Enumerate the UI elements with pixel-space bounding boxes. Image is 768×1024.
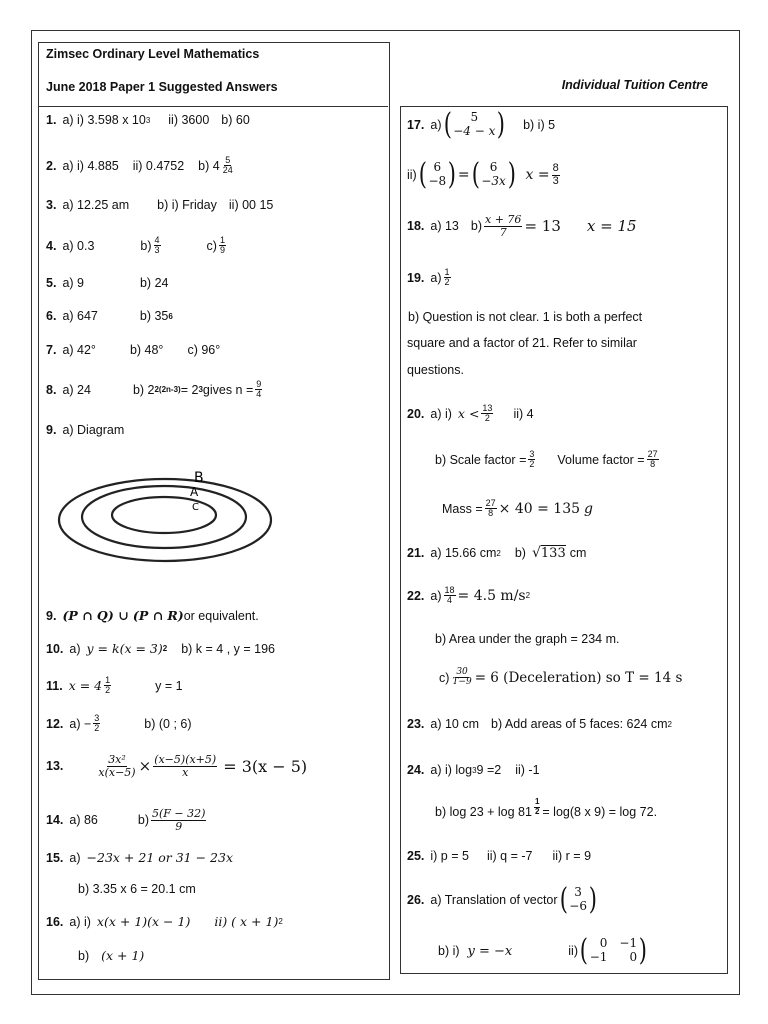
answer-part: 9 =2 bbox=[476, 763, 502, 777]
q-number: 26. bbox=[407, 893, 425, 907]
math-expression: x = bbox=[525, 167, 550, 183]
answer-part: ii) bbox=[568, 944, 578, 958]
document-title: Zimsec Ordinary Level Mathematics bbox=[46, 47, 260, 61]
math-expression: y = k(x = 3) bbox=[86, 641, 163, 656]
answer-part: ii) 4 bbox=[513, 406, 534, 421]
q-number: 11. bbox=[46, 678, 63, 693]
answer-part: b) bbox=[137, 813, 150, 828]
fraction: $\frac{4}{3}$ bbox=[154, 235, 160, 256]
tuition-centre: Individual Tuition Centre bbox=[561, 78, 708, 92]
column-vector: ( 6 −8 ) bbox=[418, 157, 457, 192]
exponent: 2 bbox=[496, 548, 501, 558]
math-expression: (P ∩ Q) ∪ (P ∩ R) bbox=[62, 608, 184, 623]
answer-part: = 2 bbox=[180, 382, 199, 397]
math-expression: = 13 bbox=[524, 217, 561, 236]
answer-part: y = 1 bbox=[155, 678, 183, 693]
times-sign: × bbox=[138, 757, 152, 776]
q-number: 25. bbox=[407, 849, 425, 863]
answer-part: Volume factor = bbox=[557, 452, 645, 467]
answer-part: = log(8 x 9) = log 72. bbox=[542, 805, 658, 819]
answer-part: b) 60 bbox=[221, 113, 250, 127]
answer-part: a) i) log bbox=[430, 763, 473, 777]
ellipse-middle bbox=[82, 486, 246, 548]
q-number: 13. bbox=[46, 759, 64, 774]
answer-part: b) bbox=[140, 238, 152, 253]
answer-part: b) log 23 + log 81 bbox=[435, 805, 532, 819]
q-number: 12. bbox=[46, 716, 64, 731]
q-number: 9. bbox=[46, 608, 57, 623]
document-subtitle: June 2018 Paper 1 Suggested Answers bbox=[46, 80, 278, 94]
fraction: $\frac{30}{T-9}$ bbox=[452, 667, 472, 688]
answer-part: a) i) bbox=[430, 406, 452, 421]
answer-part: b) 4 bbox=[198, 158, 220, 173]
sqrt-sign: √ bbox=[531, 545, 541, 561]
q-number: 24. bbox=[407, 763, 425, 777]
equals-sign: = bbox=[457, 167, 470, 183]
answer-15b bbox=[78, 882, 196, 896]
fraction: $\frac{3}{2}$ bbox=[94, 713, 100, 734]
answer-part: a) bbox=[430, 270, 442, 285]
fraction: $\frac{8}{3}$ bbox=[552, 161, 559, 187]
answer-part: ii) q = -7 bbox=[486, 849, 533, 863]
answer-5 bbox=[46, 276, 168, 290]
answer-part: b) 24 bbox=[139, 276, 169, 290]
math-expression: (x + 1) bbox=[101, 948, 145, 963]
q-number: 19. bbox=[407, 270, 425, 285]
answer-17-ii bbox=[407, 157, 562, 192]
math-expression: = 4.5 m/s bbox=[457, 587, 526, 604]
q-number: 6. bbox=[46, 309, 57, 323]
answer-14 bbox=[46, 808, 208, 832]
answer-16 bbox=[46, 914, 283, 929]
fraction: $\frac{1}{2}$ bbox=[105, 675, 111, 696]
answer-part: a) 13 bbox=[430, 219, 459, 234]
answer-part: b) Add areas of 5 faces: 624 cm bbox=[491, 717, 668, 731]
answer-part: b) 35 bbox=[139, 309, 169, 323]
fraction-exponent: $\frac{1}{2}$ bbox=[534, 797, 540, 816]
q-number: 7. bbox=[46, 343, 57, 357]
answer-part: a) i) 4.885 bbox=[62, 158, 119, 173]
q-number: 4. bbox=[46, 238, 57, 253]
answer-part: a) 9 bbox=[62, 276, 84, 290]
answer-22b: b) Area under the graph = 234 m. bbox=[435, 632, 620, 646]
radicand: 133 bbox=[540, 546, 566, 561]
math-expression: x < bbox=[457, 406, 480, 422]
answer-part: a) − bbox=[69, 716, 92, 731]
exponent: 2 bbox=[667, 719, 672, 729]
answer-part: b) bbox=[514, 546, 526, 560]
fraction: $\frac{1}{9}$ bbox=[219, 235, 225, 256]
answer-part: a) 12.25 am bbox=[62, 198, 130, 212]
base-subscript: 6 bbox=[168, 311, 173, 321]
answer-part: a) bbox=[69, 641, 81, 656]
q-number: 1. bbox=[46, 113, 57, 127]
fraction: $\frac{1}{2}$ bbox=[444, 267, 450, 288]
answer-part: b) 3.35 x 6 = 20.1 cm bbox=[78, 882, 196, 896]
answer-22c bbox=[439, 668, 682, 688]
math-expression: × 40 = 135 bbox=[498, 500, 581, 517]
exponent: 2 bbox=[525, 591, 531, 601]
answer-part: i) p = 5 bbox=[430, 849, 469, 863]
q-number: 21. bbox=[407, 546, 425, 560]
answer-24b bbox=[435, 797, 658, 819]
answer-part: ii) 0.4752 bbox=[132, 158, 185, 173]
answer-13 bbox=[46, 754, 307, 778]
q-number: 22. bbox=[407, 588, 425, 603]
answer-part: c) 96° bbox=[187, 343, 221, 357]
fraction: $\frac{(x-5)(x+5)}{x}$ bbox=[154, 753, 217, 779]
fraction: $\frac{13}{2}$ bbox=[482, 403, 493, 424]
fraction: $\frac{18}{4}$ bbox=[444, 585, 455, 606]
answer-part: gives n = bbox=[202, 382, 254, 397]
answer-2 bbox=[46, 156, 236, 176]
fraction: $\frac{9}{4}$ bbox=[256, 379, 262, 400]
answer-4 bbox=[46, 236, 228, 256]
answer-26b bbox=[438, 933, 649, 968]
answer-part: c) bbox=[439, 670, 450, 685]
math-expression: = 3(x − 5) bbox=[223, 756, 308, 776]
exponent: 2(2n-3) bbox=[154, 385, 181, 395]
math-expression: x = 4 bbox=[68, 678, 103, 694]
column-vector: ( 6 −3x ) bbox=[471, 157, 516, 192]
answer-24 bbox=[407, 763, 540, 777]
answer-part: a) 10 cm bbox=[430, 717, 480, 731]
answer-16b bbox=[78, 948, 144, 963]
answer-part: b) i) 5 bbox=[523, 118, 556, 132]
answer-part: b) 2 bbox=[132, 382, 155, 397]
answer-part: b) i) Friday bbox=[157, 198, 217, 212]
q-number: 16. bbox=[46, 914, 64, 929]
label-c: C bbox=[192, 502, 199, 513]
answer-25 bbox=[407, 849, 591, 863]
answer-17 bbox=[407, 107, 556, 142]
answer-part: a) Diagram bbox=[62, 423, 125, 437]
q-number: 23. bbox=[407, 717, 425, 731]
q-number: 5. bbox=[46, 276, 57, 290]
answer-part: ii) -1 bbox=[515, 763, 540, 777]
fraction: $\frac{27}{8}$ bbox=[485, 498, 496, 519]
answer-part: c) bbox=[206, 238, 217, 253]
exponent: 3 bbox=[198, 385, 203, 395]
answer-part: or equivalent. bbox=[183, 608, 259, 623]
answer-part: a) bbox=[430, 588, 442, 603]
answer-part: a) i) bbox=[69, 914, 91, 929]
q-number: 17. bbox=[407, 118, 425, 132]
column-vector: ( 5 −4 − x ) bbox=[443, 107, 506, 142]
answer-part: b) Scale factor = bbox=[435, 452, 527, 467]
q-number: 8. bbox=[46, 382, 57, 397]
answer-part: a) 647 bbox=[62, 309, 98, 323]
answer-18 bbox=[407, 214, 637, 238]
exponent: 2 bbox=[162, 644, 168, 653]
fraction: $\frac{x + 76}{7}$ bbox=[485, 213, 522, 239]
answer-part: a) 42° bbox=[62, 343, 96, 357]
answer-20-mass bbox=[442, 499, 593, 519]
fraction: $\frac{3}{2}$ bbox=[529, 449, 535, 470]
exponent: 2 bbox=[278, 917, 283, 926]
q-number: 18. bbox=[407, 219, 425, 234]
answer-19b-line1: b) Question is not clear. 1 is both a perfect bbox=[408, 310, 643, 324]
answer-6 bbox=[46, 309, 173, 323]
answer-part: a) i) 3.598 x 10 bbox=[62, 113, 146, 127]
exponent: 3 bbox=[145, 115, 151, 125]
answer-19b-line3: questions. bbox=[407, 363, 464, 377]
answer-20b bbox=[435, 450, 661, 470]
concentric-ellipses-diagram bbox=[52, 460, 282, 580]
log-base: 3 bbox=[472, 765, 477, 775]
column-vector: ( 3 −6 ) bbox=[559, 882, 597, 917]
answer-10 bbox=[46, 641, 275, 656]
answer-part: a) 86 bbox=[69, 813, 98, 828]
q-number: 20. bbox=[407, 406, 425, 421]
answer-part: ii) r = 9 bbox=[552, 849, 592, 863]
math-expression: x = 15 bbox=[586, 217, 637, 236]
answer-part: b) bbox=[470, 219, 483, 234]
answer-19b-line2: square and a factor of 21. Refer to similar bbox=[407, 336, 637, 350]
math-expression: ii) ( x + 1) bbox=[214, 914, 279, 929]
answer-part: a) 0.3 bbox=[62, 238, 95, 253]
math-expression: x(x + 1)(x − 1) bbox=[96, 914, 191, 929]
math-expression: = 6 (Deceleration) so T = 14 s bbox=[474, 669, 683, 686]
answer-part: ii) 3600 bbox=[168, 113, 210, 127]
answer-9a bbox=[46, 423, 124, 437]
answer-15 bbox=[46, 850, 233, 865]
fraction: $\frac{5}{24}$ bbox=[222, 155, 233, 176]
answer-8 bbox=[46, 380, 264, 400]
answer-part: a) bbox=[69, 850, 81, 865]
fraction: $\frac{\text{3x²}}{x(x-5)}$ bbox=[98, 753, 136, 779]
answer-26 bbox=[407, 882, 599, 917]
answer-22 bbox=[407, 586, 530, 606]
matrix: ( 0 −1 −1 0 ) bbox=[579, 933, 648, 968]
q-number: 14. bbox=[46, 813, 64, 828]
fraction: $\frac{5(F - 32)}{9}$ bbox=[152, 807, 206, 833]
answer-1 bbox=[46, 113, 250, 127]
answer-part: b) bbox=[78, 948, 90, 963]
answer-part: b) 48° bbox=[129, 343, 164, 357]
ellipse-inner bbox=[112, 497, 216, 533]
answer-11 bbox=[46, 676, 183, 696]
answer-19 bbox=[407, 268, 453, 288]
answer-part: a) 15.66 cm bbox=[430, 546, 497, 560]
answer-21 bbox=[407, 545, 586, 561]
answer-part: ii) 00 15 bbox=[228, 198, 274, 212]
fraction: $\frac{27}{8}$ bbox=[647, 449, 658, 470]
label-b: B bbox=[194, 470, 204, 486]
unit: g bbox=[584, 500, 593, 517]
q-number: 2. bbox=[46, 158, 57, 173]
answer-part: b) (0 ; 6) bbox=[144, 716, 192, 731]
answer-12 bbox=[46, 714, 192, 734]
answer-part: a) 24 bbox=[62, 382, 91, 397]
answer-23 bbox=[407, 717, 672, 731]
answer-7 bbox=[46, 343, 220, 357]
answer-20 bbox=[407, 404, 534, 424]
q-number: 15. bbox=[46, 850, 64, 865]
answer-part: b) i) bbox=[438, 944, 460, 958]
answer-part: a) Translation of vector bbox=[430, 893, 558, 907]
math-expression: −23x + 21 or 31 − 23x bbox=[86, 850, 233, 865]
q-number: 3. bbox=[46, 198, 57, 212]
header-divider bbox=[38, 106, 388, 107]
math-expression: y = −x bbox=[467, 943, 513, 959]
answer-part: Mass = bbox=[442, 501, 483, 516]
answer-9b bbox=[46, 608, 259, 623]
answer-part: ii) bbox=[407, 168, 417, 182]
q-number: 9. bbox=[46, 423, 57, 437]
unit: cm bbox=[569, 546, 587, 560]
answer-part: b) k = 4 , y = 196 bbox=[181, 641, 276, 656]
q-number: 10. bbox=[46, 641, 64, 656]
answer-part: a) bbox=[430, 118, 442, 132]
label-a: A bbox=[190, 485, 199, 499]
answer-3 bbox=[46, 198, 273, 212]
